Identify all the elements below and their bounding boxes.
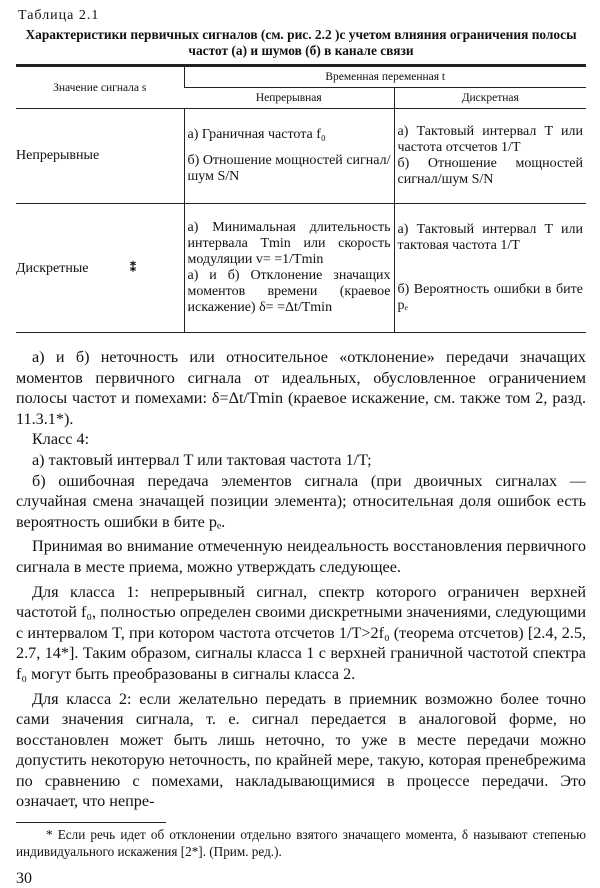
header-time-variable: Временная переменная t: [184, 66, 586, 88]
cell-item: б) Вероятность ошибки в бите pₑ: [397, 282, 583, 313]
cell-item: б) Отношение мощностей сигнал/шум S/N: [397, 156, 583, 187]
footnote-text: * Если речь идет об отклонении отдельно взятого значащего момента, δ называют степенью индивидуального искажения [2*]. (Прим. ред.).: [16, 827, 586, 860]
row-label-continuous: Непрерывные: [16, 109, 184, 204]
row-label-text: Дискретные: [16, 260, 89, 276]
paragraph: а) и б) неточность или относительное «отклонение» передачи значащих моментов первичного сигнала от идеальных, обусловленное ограничением полосы частот и помехами: δ=Δt/Tmin (краевое искажение, см. также том 2, разд. 11.3.1*).: [16, 348, 586, 428]
paragraph: б) ошибочная передача элементов сигнала (при двоичных сигналах — случайная смена значащей позиции элемента); относительная доля ошибок есть вероятность ошибки в бите pₑ.: [16, 471, 586, 531]
footnote: [16, 826, 586, 860]
cell-continuous-continuous: [184, 109, 394, 204]
header-discrete: Дискретная: [394, 88, 586, 109]
cell-item: а) Граничная частота f₀: [187, 127, 326, 142]
paragraph: Класс 4:: [32, 430, 90, 449]
cell-item: а) Тактовый интервал T или частота отсчетов 1/T: [397, 124, 583, 155]
footnote-divider: [16, 822, 166, 823]
stray-mark: ⁑: [130, 260, 137, 275]
characteristics-table: [16, 64, 586, 333]
paragraph: а) тактовый интервал T или тактовая частота 1/T;: [32, 450, 372, 469]
table-label: Таблица 2.1: [18, 8, 100, 23]
cell-item: а) Минимальная длительность интервала Tmin или скорость модуляции v= =1/Tmin: [187, 220, 391, 267]
cell-continuous-discrete: [394, 109, 586, 204]
row-label-discrete: [16, 204, 184, 333]
cell-discrete-discrete: [394, 204, 586, 333]
paragraph: Для класса 2: если желательно передать в приемник возможно более точно сами значения сигнала, т. е. сигнал передается в аналоговой форме, но восстановлен может быть лишь неточно, то уже в месте передачи можно допустить некоторую неточность, по крайней мере, такую, которая пренебрежима по сравнению с помехами, накладывающимися в процессе передачи. Это означает, что непре-: [16, 689, 586, 811]
paragraph: Для класса 1: непрерывный сигнал, спектр которого ограничен верхней частотой f₀, полностью определен своими дискретными значениями, следующими с интервалом T, при котором частота отсчетов 1/T>2f₀ (теорема отсчетов) [2.4, 2.5, 2.7, 14*]. Таким образом, сигналы класса 1 с верхней граничной частотой спектра f₀ могут быть преобразованы в сигналы класса 2.: [16, 582, 586, 683]
cell-item: а) и б) Отклонение значащих моментов времени (краевое искажение) δ= =Δt/Tmin: [187, 268, 391, 315]
cell-item: а) Тактовый интервал T или тактовая частота 1/T: [397, 222, 583, 253]
header-signal-value: Значение сигнала s: [16, 66, 184, 109]
page-number: 30: [16, 870, 32, 888]
body-text: [16, 347, 586, 812]
page: [16, 8, 586, 888]
table-caption: Характеристики первичных сигналов (см. рис. 2.2 )с учетом влияния ограничения полосы частот (а) и шумов (б) в канале связи: [25, 27, 577, 58]
header-continuous: Непрерывная: [184, 88, 394, 109]
cell-item: б) Отношение мощностей сигнал/шум S/N: [187, 153, 391, 184]
cell-discrete-continuous: [184, 204, 394, 333]
paragraph: Принимая во внимание отмеченную неидеальность восстановления первичного сигнала в месте приема, можно утверждать следующее.: [16, 537, 586, 576]
